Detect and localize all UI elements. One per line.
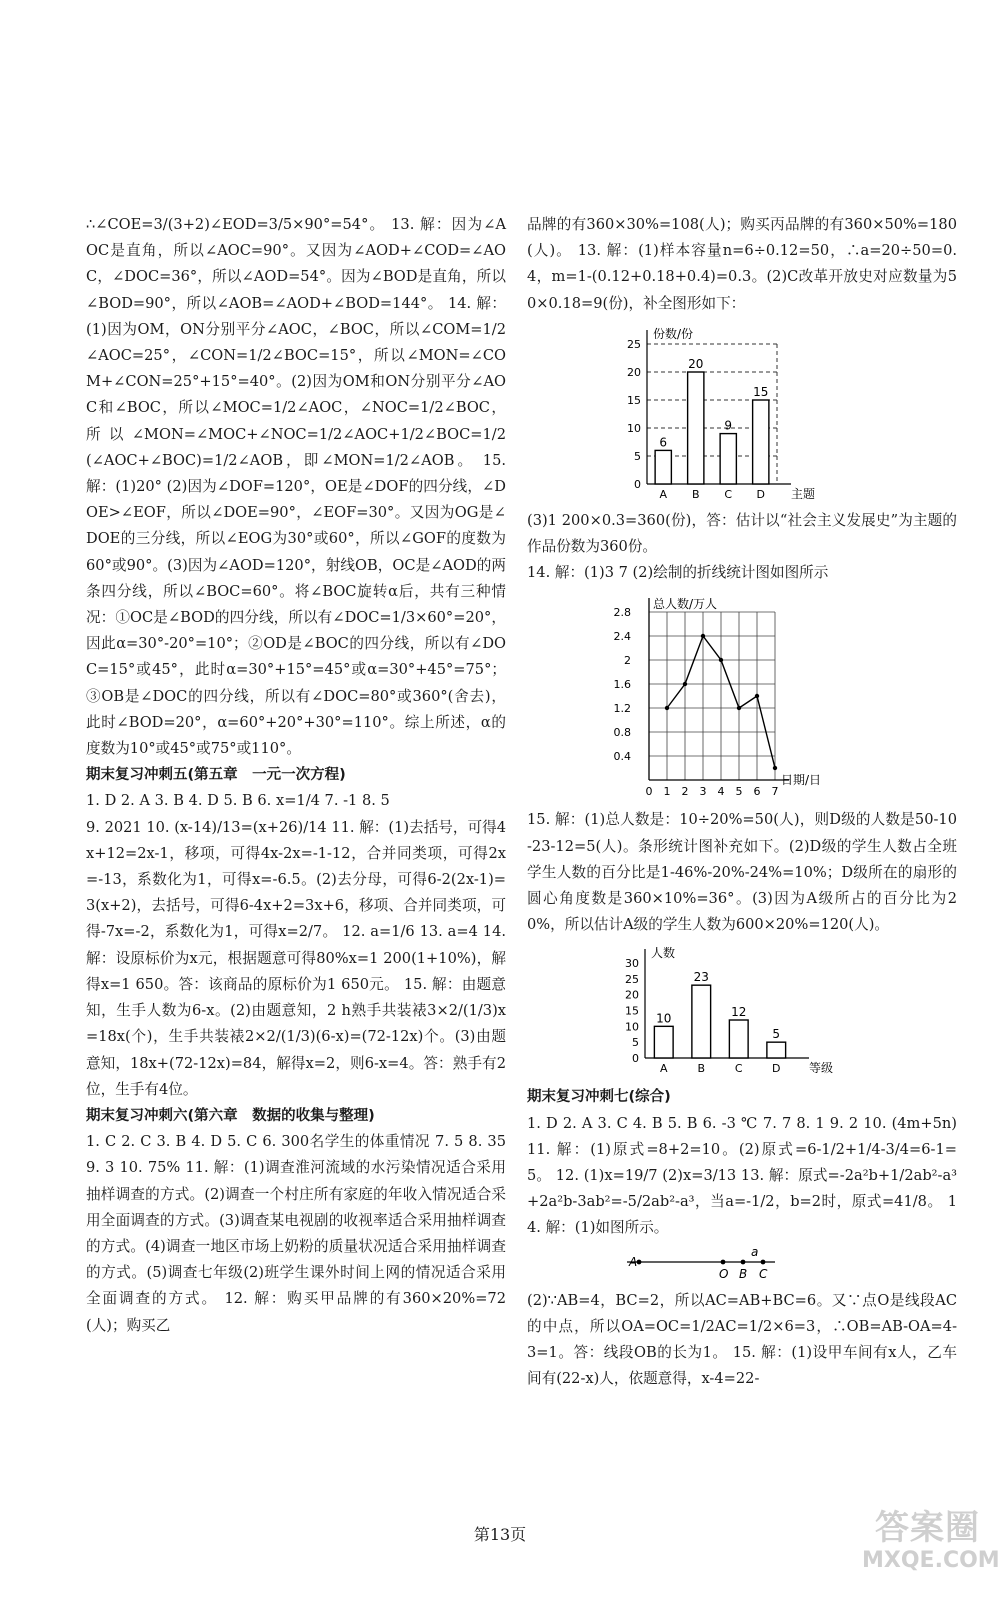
label-a-length: a bbox=[751, 1244, 759, 1259]
label-a: A bbox=[629, 1254, 638, 1269]
y-tick-label: 0 bbox=[634, 477, 641, 491]
bar-value-label: 6 bbox=[659, 435, 668, 450]
watermark-url: MXQE.COM bbox=[862, 1548, 1000, 1573]
x-tick-label: A bbox=[659, 1062, 668, 1076]
label-c: C bbox=[759, 1266, 768, 1281]
data-point bbox=[737, 706, 741, 710]
x-axis-label: 等级 bbox=[809, 1061, 834, 1076]
answer-text: 9. 2021 10. (x-14)/13=(x+26)/14 11. 解：(1)去括号，可得4x+12=2x-1，移项，可得4x-2x=-1-12，合并同类项，可得2x=-13，系数化为1，可得x=-6.5。(2)去分母，可得6-2(2x-1)=3(x+2)，去括号，可得6-4x+2=3x+6，移项、合并同类项，可得-7x=-2，系数化为1，可得x=2/7。 12. a=1/6 13. a=4 14. 解：设原标价为x元，根据题意可得80%x=1 200(1+10%)，解得x=1 650。答：该商品的原标价为1 650元。 15. 解：由题意知，生手人数为6-x。(2)由题意知，2 h熟手共装裱3×2/(1/3)x=18x(个)，生手共装裱2×2/(1/3)(6-x)=(72-12x)个。(3)由题意知，18x+(72-12x)=84，解得x=2，则6-x=4。答：熟手有2位，生手有4位。 bbox=[86, 818, 506, 1098]
y-tick-label: 10 bbox=[627, 421, 641, 435]
y-tick-label: 0 bbox=[632, 1052, 639, 1066]
bar-value-label: 20 bbox=[688, 356, 704, 371]
x-tick-label: C bbox=[724, 487, 733, 501]
x-tick-label: 4 bbox=[717, 785, 725, 799]
segment-figure bbox=[527, 1244, 787, 1284]
answer-text: 1. D 2. A 3. C 4. B 5. B 6. -3 ℃ 7. 7 8. 1 9. 2 10. (4m+5n) 11. 解：(1)原式=8+2=10。(2)原式=6-1/2+1/4-3/4=6-1=5。 12. (1)x=19/7 (2)x=3/13 13. 解：原式=-2a²b+1/2ab²-a³+2a²b-3ab²=-5/2ab²-a³，当a=-1/2，b=2时，原式=41/8。 14. 解：(1)如图所示。 bbox=[527, 1114, 957, 1237]
data-point bbox=[755, 694, 759, 698]
data-point bbox=[683, 682, 687, 686]
bar bbox=[655, 450, 671, 484]
x-tick-label: 3 bbox=[699, 785, 707, 799]
y-tick-label: 20 bbox=[625, 989, 639, 1003]
x-tick-label: 0 bbox=[645, 785, 653, 799]
y-tick-label: 25 bbox=[625, 973, 639, 987]
y-tick-label: 20 bbox=[627, 365, 641, 379]
x-tick-label: D bbox=[756, 487, 765, 501]
bar-value-label: 15 bbox=[753, 384, 769, 399]
y-axis-label: 份数/份 bbox=[653, 326, 694, 341]
y-tick-label: 2 bbox=[624, 654, 631, 668]
line-chart-visitors bbox=[527, 588, 822, 803]
y-tick-label: 5 bbox=[632, 1036, 639, 1050]
point-o bbox=[721, 1259, 726, 1264]
y-tick-label: 0.8 bbox=[613, 726, 631, 740]
bar-value-label: 12 bbox=[731, 1005, 747, 1020]
page-number: 第13页 bbox=[473, 1525, 527, 1544]
answer-text: (3)1 200×0.3=360(份)，答：估计以“社会主义发展史”为主题的作品份数为360份。 bbox=[527, 511, 957, 556]
data-point bbox=[773, 766, 777, 770]
section-title: 期末复习冲刺六(第六章 数据的收集与整理) bbox=[86, 1107, 375, 1124]
y-tick-label: 15 bbox=[625, 1004, 639, 1018]
bar-value-label: 9 bbox=[724, 418, 733, 433]
bar-value-label: 10 bbox=[656, 1011, 672, 1026]
data-point bbox=[719, 658, 723, 662]
x-tick-label: 5 bbox=[735, 785, 743, 799]
y-axis-label: 人数 bbox=[651, 946, 676, 961]
y-tick-label: 25 bbox=[627, 337, 641, 351]
bar bbox=[720, 433, 736, 483]
section-title: 期末复习冲刺七(综合) bbox=[527, 1089, 671, 1106]
answer-text: 14. 解：(1)3 7 (2)绘制的折线统计图如图所示 bbox=[527, 564, 829, 582]
y-tick-label: 1.6 bbox=[613, 678, 631, 692]
answer-text: 品牌的有360×30%=108(人)；购买丙品牌的有360×50%=180(人)。 13. 解：(1)样本容量n=6÷0.12=50，∴a=20÷50=0.4，m=1-(0.12+0.18+0.4)=0.3。(2)C改革开放史对应数量为50×0.18=9(份)，补全图形如下： bbox=[527, 216, 957, 312]
x-tick-label: C bbox=[734, 1062, 743, 1076]
bar bbox=[688, 372, 704, 484]
answer-text: (2)∵AB=4，BC=2，所以AC=AB+BC=6。又∵点O是线段AC的中点，所以OA=OC=1/2AC=1/2×6=3，∴OB=AB-OA=4-3=1。答：线段OB的长为1。 15. 解：(1)设甲车间有x人，乙车间有(22-x)人，依题意得，x-4=22- bbox=[527, 1291, 957, 1388]
y-tick-label: 0.4 bbox=[613, 750, 631, 764]
x-tick-label: B bbox=[697, 1062, 706, 1076]
y-tick-label: 10 bbox=[625, 1020, 639, 1034]
answer-text: ∴∠COE=3/(3+2)∠EOD=3/5×90°=54°。 13. 解：因为∠AOC是直角，所以∠AOC=90°。又因为∠AOD+∠COD=∠AOC，∠DOC=36°，所以∠AOD=54°。因为∠BOD是直角，所以∠BOD=90°，所以∠AOB=∠AOD+∠BOD=144°。 14. 解：(1)因为OM，ON分别平分∠AOC，∠BOC，所以∠COM=1/2∠AOC=25°，∠CON=1/2∠BOC=15°，所以∠MON=∠COM+∠CON=25°+15°=40°。(2)因为OM和ON分别平分∠AOC和∠BOC，所以∠MOC=1/2∠AOC，∠NOC=1/2∠BOC，所以∠MON=∠MOC+∠NOC=1/2∠AOC+1/2∠BOC=1/2(∠AOC+∠BOC)=1/2∠AOB，即∠MON=1/2∠AOB。 15. 解：(1)20° (2)因为∠DOF=120°，OE是∠DOF的四分线，∠DOE>∠EOF，所以∠DOE=90°，∠EOF=30°。又因为OG是∠DOE的三分线，所以∠EOG为30°或60°，所以∠GOF的度数为60°或90°。(3)因为∠AOD=120°，射线OB，OC是∠AOD的两条四分线，所以∠BOC=60°。将∠BOC旋转α后，共有三种情况：①OC是∠BOD的四分线，所以有∠DOC=1/3×60°=20°，因此α=30°-20°=10°；②OD是∠BOC的四分线，所以有∠DOC=15°或45°，此时α=30°+15°=45°或α=30°+45°=75°；③OB是∠DOC的四分线，所以有∠DOC=80°或360°(舍去)，此时∠BOD=20°，α=60°+20°+30°=110°。综上所述，α的度数为10°或45°或75°或110°。 bbox=[86, 216, 506, 758]
y-tick-label: 30 bbox=[625, 957, 639, 971]
x-tick-label: 2 bbox=[681, 785, 689, 799]
x-axis-label: 日期/日 bbox=[781, 773, 822, 788]
point-c bbox=[761, 1259, 766, 1264]
bar bbox=[729, 1020, 748, 1058]
answer-text: 1. D 2. A 3. B 4. D 5. B 6. x=1/4 7. -1 8. 5 bbox=[86, 792, 390, 810]
x-tick-label: A bbox=[659, 487, 668, 501]
bar bbox=[753, 400, 769, 484]
x-tick-label: 7 bbox=[771, 785, 779, 799]
x-tick-label: B bbox=[691, 487, 700, 501]
label-b: B bbox=[739, 1266, 748, 1281]
y-tick-label: 5 bbox=[634, 449, 641, 463]
right-column bbox=[527, 212, 957, 1392]
bar-value-label: 5 bbox=[772, 1027, 781, 1042]
x-tick-label: 6 bbox=[753, 785, 761, 799]
label-o: O bbox=[719, 1266, 729, 1281]
point-b bbox=[741, 1259, 746, 1264]
y-tick-label: 2.8 bbox=[613, 606, 631, 620]
data-point bbox=[665, 706, 669, 710]
data-point bbox=[701, 634, 705, 638]
y-tick-label: 2.4 bbox=[613, 630, 631, 644]
bar-chart-grades bbox=[527, 940, 834, 1080]
x-tick-label: 1 bbox=[663, 785, 671, 799]
bar bbox=[767, 1043, 786, 1059]
answer-text: 1. C 2. C 3. B 4. D 5. C 6. 300名学生的体重情况 7. 5 8. 35 9. 3 10. 75% 11. 解：(1)调查淮河流域的水污染情况适合采用抽样调查的方式。(2)调查一个村庄所有家庭的年收入情况适合采用全面调查的方式。(3)调查某电视剧的收视率适合采用抽样调查的方式。(4)调查一地区市场上奶粉的质量状况适合采用抽样调查的方式。(5)调查七年级(2)班学生课外时间上网的情况适合采用全面调查的方式。 12. 解：购买甲品牌的有360×20%=72(人)；购买乙 bbox=[86, 1133, 506, 1334]
left-column bbox=[86, 212, 506, 1339]
bar bbox=[654, 1027, 673, 1059]
y-tick-label: 1.2 bbox=[613, 702, 631, 716]
watermark-logo: 答案圈 bbox=[875, 1508, 980, 1548]
x-axis-label: 主题 bbox=[791, 486, 816, 501]
y-axis-label: 总人数/万人 bbox=[653, 597, 718, 612]
bar-chart-works bbox=[527, 319, 816, 504]
y-tick-label: 15 bbox=[627, 393, 641, 407]
bar-value-label: 23 bbox=[693, 970, 709, 985]
section-title: 期末复习冲刺五(第五章 一元一次方程) bbox=[86, 767, 346, 784]
x-tick-label: D bbox=[772, 1062, 781, 1076]
answer-text: 15. 解：(1)总人数是：10÷20%=50(人)，则D级的人数是50-10-23-12=5(人)。条形统计图补充如下。(2)D级的学生人数占全班学生人数的百分比是1-46%-20%-24%=10%；D级所在的扇形的圆心角度数是360×10%=36°。(3)因为A级所占的百分比为20%，所以估计A级的学生人数为600×20%=120(人)。 bbox=[527, 811, 957, 934]
bar bbox=[692, 986, 711, 1059]
point-a bbox=[637, 1259, 642, 1264]
